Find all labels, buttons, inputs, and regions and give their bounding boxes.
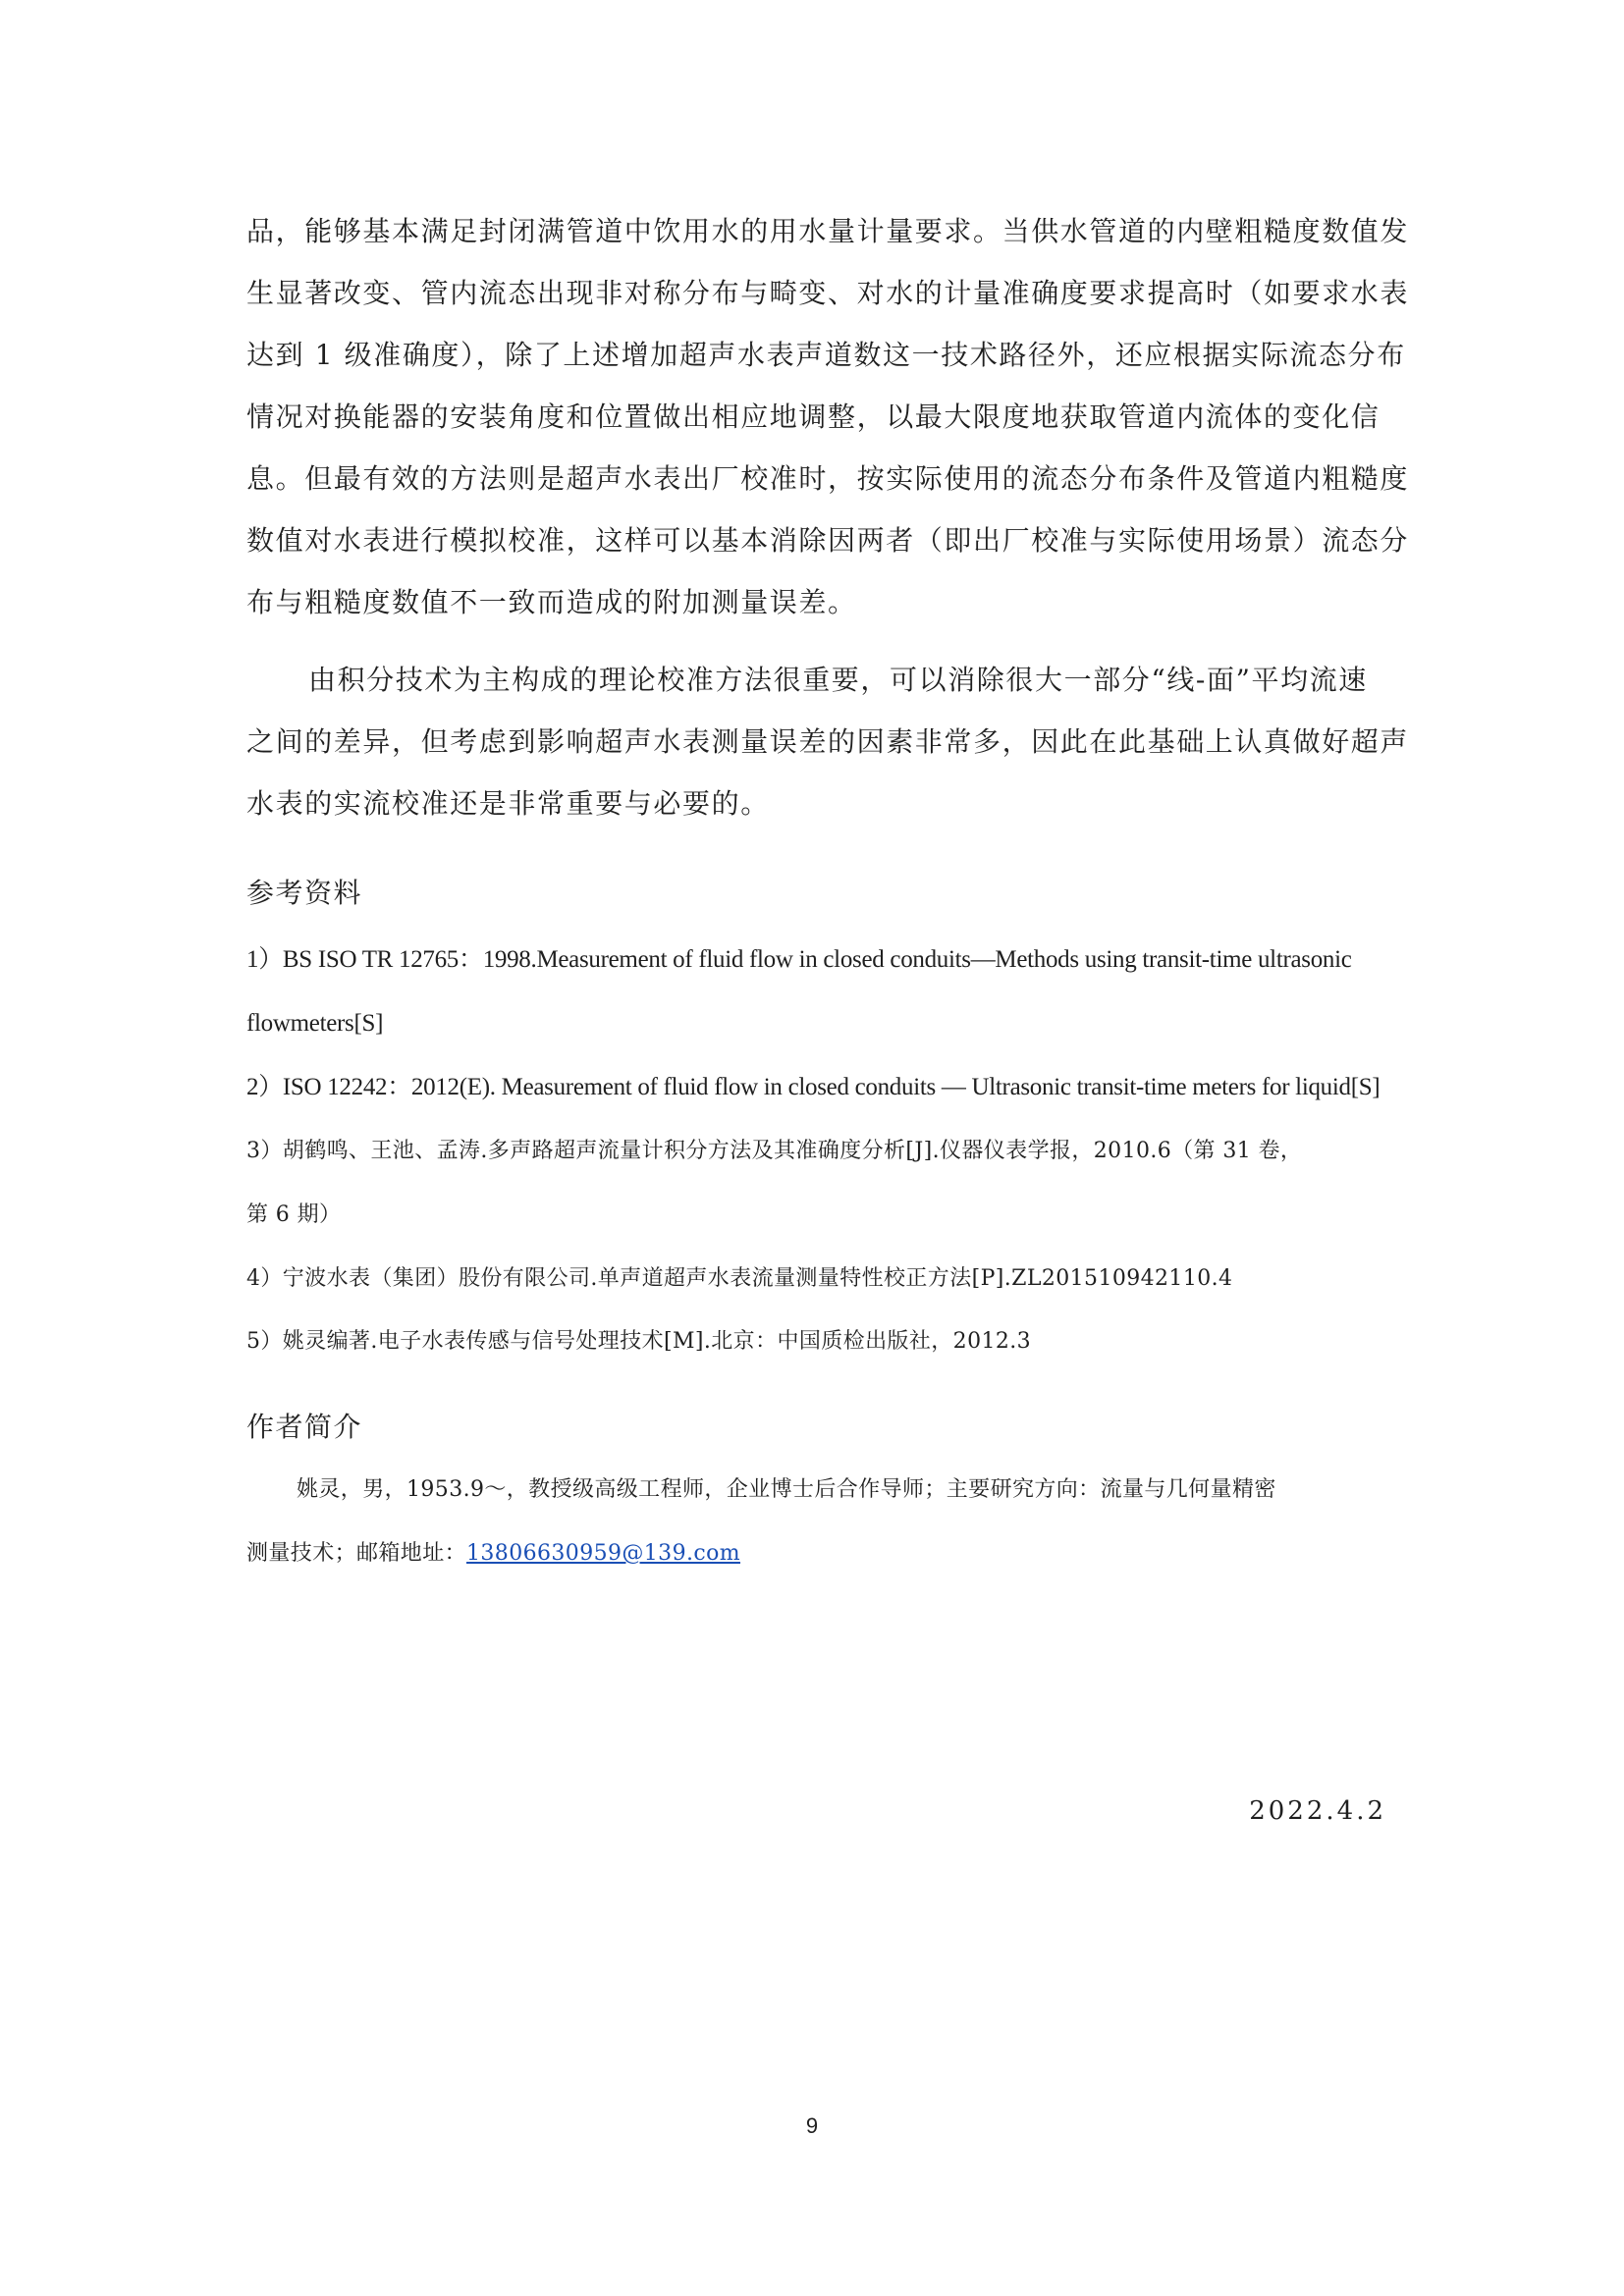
reference-item: 第 6 期） — [246, 1202, 342, 1227]
author-contact-prefix: 测量技术；邮箱地址： — [246, 1541, 467, 1566]
paragraph-1-line: 生显著改变、管内流态出现非对称分布与畸变、对水的计量准确度要求提高时（如要求水表 — [246, 277, 1410, 309]
author-heading: 作者简介 — [246, 1411, 363, 1443]
reference-item: 5）姚灵编著.电子水表传感与信号处理技术[M].北京：中国质检出版社，2012.3 — [246, 1329, 1032, 1354]
references-heading: 参考资料 — [246, 877, 363, 909]
email-link[interactable]: 13806630959@139.com — [466, 1541, 740, 1566]
reference-item: flowmeters[S] — [246, 1010, 384, 1037]
paragraph-1-line: 情况对换能器的安装角度和位置做出相应地调整，以最大限度地获取管道内流体的变化信 — [246, 400, 1380, 433]
document-date: 2022.4.2 — [1249, 1796, 1386, 1826]
page-number: 9 — [805, 2113, 819, 2138]
reference-item: 1）BS ISO TR 12765：1998.Measurement of fluid flow in closed conduits—Methods using transit-time ultrasonic — [246, 946, 1352, 973]
reference-item: 3）胡鹤鸣、王池、孟涛.多声路超声流量计积分方法及其准确度分析[J].仪器仪表学报，2010.6（第 31 卷， — [246, 1139, 1303, 1163]
paragraph-1-line: 数值对水表进行模拟校准，这样可以基本消除因两者（即出厂校准与实际使用场景）流态分 — [246, 524, 1410, 557]
author-bio-line: 姚灵，男，1953.9～，教授级高级工程师，企业博士后合作导师；主要研究方向：流量与几何量精密 — [297, 1477, 1276, 1502]
author-contact-line — [246, 1537, 740, 1571]
paragraph-2-line: 之间的差异，但考虑到影响超声水表测量误差的因素非常多，因此在此基础上认真做好超声 — [246, 725, 1410, 758]
paragraph-2-line: 水表的实流校准还是非常重要与必要的。 — [246, 787, 770, 820]
paragraph-1-line: 息。但最有效的方法则是超声水表出厂校准时，按实际使用的流态分布条件及管道内粗糙度 — [246, 462, 1410, 495]
paragraph-1-line: 品，能够基本满足封闭满管道中饮用水的用水量计量要求。当供水管道的内壁粗糙度数值发 — [246, 215, 1410, 247]
paragraph-1-line: 布与粗糙度数值不一致而造成的附加测量误差。 — [246, 586, 857, 618]
reference-item: 2）ISO 12242：2012(E). Measurement of fluid flow in closed conduits — Ultrasonic transit-time meters for liquid[S] — [246, 1074, 1380, 1100]
paragraph-1-line: 达到 1 级准确度），除了上述增加超声水表声道数这一技术路径外，还应根据实际流态分布 — [246, 339, 1406, 371]
paragraph-2-line: 由积分技术为主构成的理论校准方法很重要，可以消除很大一部分“线-面”平均流速 — [308, 664, 1368, 696]
reference-item: 4）宁波水表（集团）股份有限公司.单声道超声水表流量测量特性校正方法[P].ZL201510942110.4 — [246, 1266, 1233, 1291]
